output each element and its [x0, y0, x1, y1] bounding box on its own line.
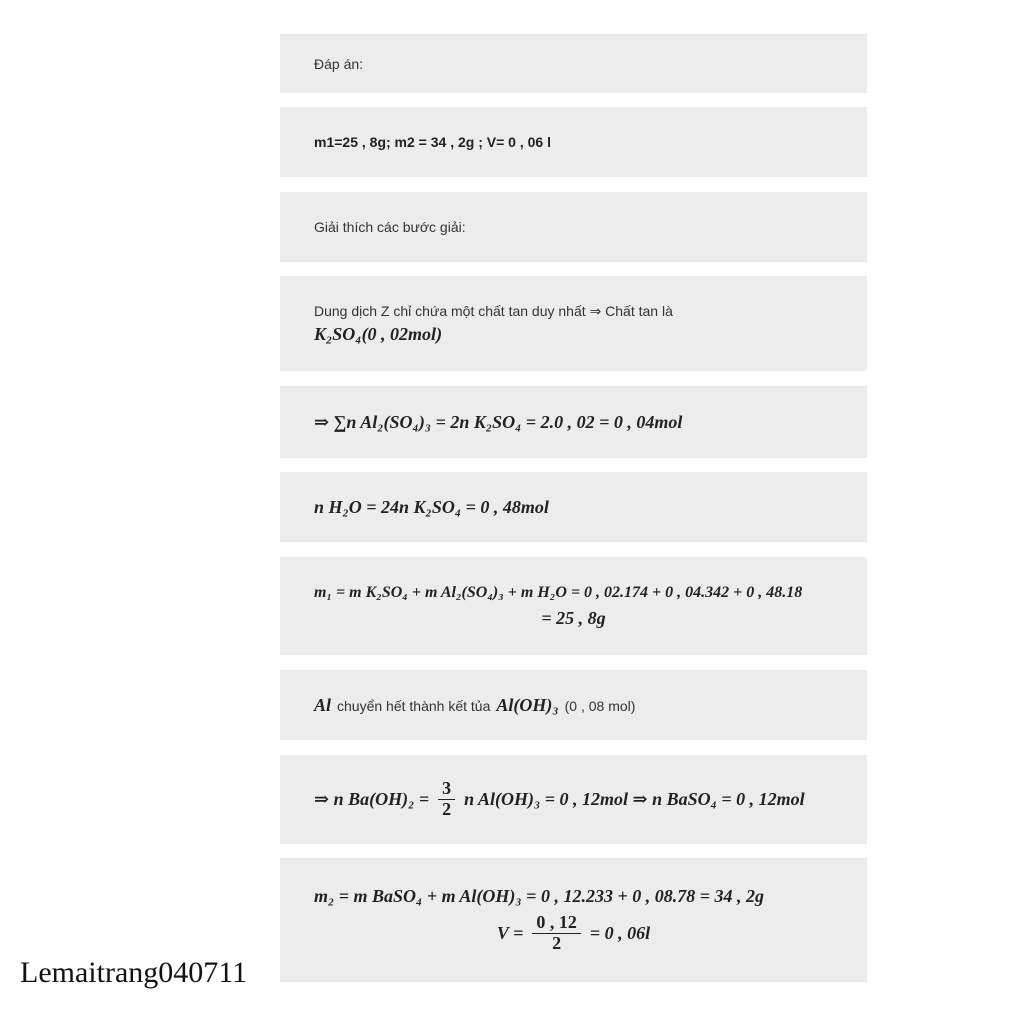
- step7-numerator: 0 , 12: [532, 913, 581, 934]
- answer-heading-block: [280, 34, 867, 93]
- answer-heading: Đáp án:: [314, 55, 364, 72]
- step6-left: ⇒ n Ba(OH)₂ =: [314, 789, 430, 809]
- step5-formula: Al(OH)₃: [496, 694, 559, 715]
- step6-block: [280, 755, 867, 844]
- author-watermark: Lemaitrang040711: [20, 956, 248, 989]
- step5-amount: (0 , 08 mol): [564, 697, 636, 714]
- step3-formula: n H₂O = 24n K₂SO₄ = 0 , 48mol: [314, 496, 549, 517]
- step3-block: [280, 472, 867, 542]
- step7-row: [314, 913, 833, 954]
- step6-row: [314, 779, 833, 820]
- step4-line2: = 25 , 8g: [541, 607, 606, 628]
- step4-line1: m₁ = m K₂SO₄ + m Al₂(SO₄)₃ + m H₂O = 0 , 02.174 + 0 , 04.342 + 0 , 48.18: [314, 583, 803, 601]
- step5-row: [314, 695, 833, 716]
- step1-formula: K₂SO₄(0 , 02mol): [314, 323, 443, 344]
- step6-right: n Al(OH)₃ = 0 , 12mol ⇒ n BaSO₄ = 0 , 12mol: [464, 789, 805, 809]
- explanation-heading-block: [280, 192, 867, 262]
- step6-numerator: 3: [438, 779, 455, 800]
- step2-block: [280, 386, 867, 458]
- step6-denominator: 2: [442, 799, 452, 819]
- step5-text: chuyển hết thành kết tủa: [337, 697, 491, 714]
- step7-v: V =: [496, 923, 524, 943]
- step7-line1: m₂ = m BaSO₄ + m Al(OH)₃ = 0 , 12.233 + 0 , 08.78 = 34 , 2g: [314, 886, 764, 907]
- step7-block: [280, 858, 867, 982]
- step5-al: Al: [314, 694, 332, 715]
- step1-block: [280, 276, 867, 371]
- step6-fraction: [438, 779, 455, 820]
- explanation-heading: Giải thích các bước giải:: [314, 219, 466, 235]
- step4-block: [280, 557, 867, 655]
- step1-text: Dung dịch Z chỉ chứa một chất tan duy nhất ⇒ Chất tan là: [314, 302, 673, 319]
- answer-summary-block: [280, 107, 867, 177]
- step7-denominator: 2: [552, 933, 562, 953]
- answer-summary: m1=25 , 8g; m2 = 34 , 2g ; V= 0 , 06 l: [314, 134, 551, 150]
- step2-formula: ⇒ ∑n Al₂(SO₄)₃ = 2n K₂SO₄ = 2.0 , 02 = 0 , 04mol: [314, 411, 683, 432]
- step7-fraction: [532, 913, 581, 954]
- step5-block: [280, 670, 867, 740]
- step7-result: = 0 , 06l: [589, 923, 651, 943]
